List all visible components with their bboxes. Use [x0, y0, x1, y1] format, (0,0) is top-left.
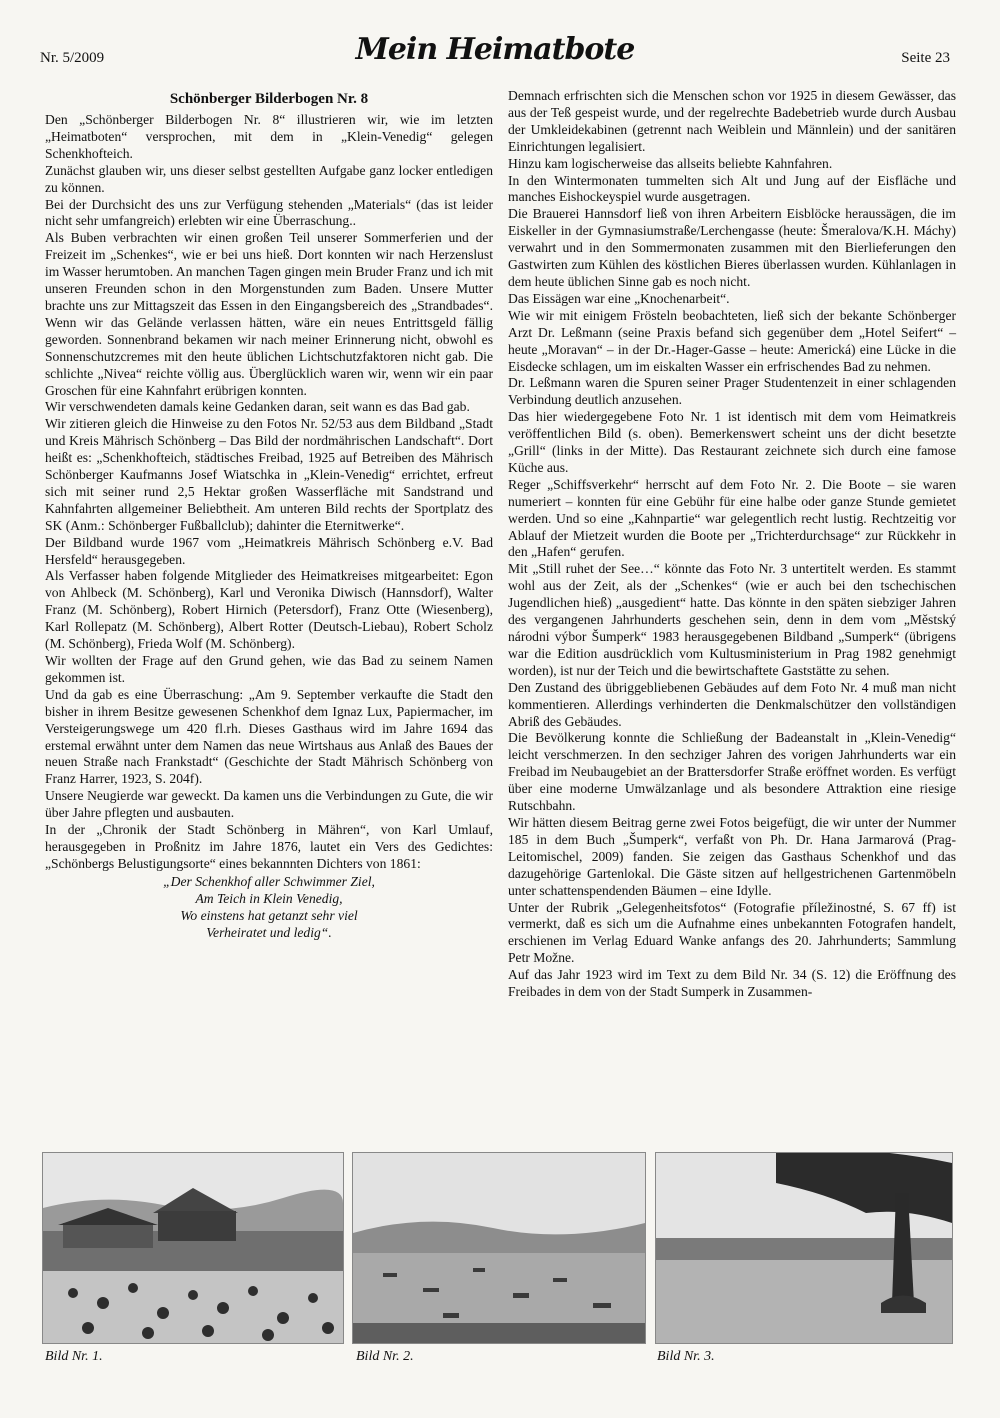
paragraph: Als Buben verbrachten wir einen großen Teil unserer Sommerferien und der Freizeit im „Schenkes“, wie er bei uns hieß. Dort konnten wir nach Herzenslust im Wasser herumtoben. An manchen Tagen gingen mein Bruder Franz und ich mit unseren Freunden schon in den Morgenstunden zum Baden. Unsere Mutter brachte uns zur Mittagszeit das Essen in den Eingangsbereich des „Strandbades“. Wenn wir das Gelände verlassen hätten, wäre ein neues Entrittsgeld fällig geworden. Sonnenbrand bekamen wir nach meiner Erinnerung nicht, obwohl es Sonnenschutzcremes mit den heute üblichen Lichtschutzfaktoren nicht gab. Die schlichte „Nivea“ reichte völlig aus. Überglücklich waren wir, wenn wir ein paar Groschen für eine Kahnfahrt erübrigen konnten. — [45, 230, 493, 398]
paragraph: Reger „Schiffsverkehr“ herrscht auf dem Foto Nr. 2. Die Boote – sie waren numeriert – konnten für eine Gebühr für eine halbe oder ganze Stunde gemietet werden. Und so eine „Kahnpartie“ war gelegentlich recht lustig. Rechtzeitig vor Ablauf der Mietzeit wurden die Boote per „Trichterdurchsage“ zur Rückkehr in den „Hafen“ gerufen. — [508, 476, 956, 560]
paragraph: Zunächst glauben wir, uns dieser selbst gestellten Aufgabe ganz locker entledigen zu können. — [45, 162, 493, 195]
photo-caption: Bild Nr. 3. — [657, 1349, 715, 1364]
left-column — [45, 88, 493, 941]
paragraph: Demnach erfrischten sich die Menschen schon vor 1925 in diesem Gewässer, das aus der Teß gespeist wurde, und der regelrechte Badebetrieb wurde durch Ausbau der Umkleidekabinen (getrennt nach Weiblein und Männlein) und der sanitären Einrichtungen legalisiert. — [508, 88, 956, 154]
paragraph: Wir hätten diesem Beitrag gerne zwei Fotos beigefügt, die wir unter der Nummer 185 in dem Buch „Šumperk“, verfaßt von Ph. Dr. Hana Jarmarová (Prag-Leitomischel, 2009) fanden. Sie zeigen das Gasthaus Schenkhof und das dazugehörige Gartenlokal. Die Gäste sitzen auf hellgestrichenen Gartenmöbeln unter schattenspendenden Bäumen – eine Idylle. — [508, 814, 956, 898]
poem-line: Wo einstens hat getanzt sehr viel — [180, 907, 358, 923]
paragraph: Hinzu kam logischerweise das allseits beliebte Kahnfahren. — [508, 155, 833, 171]
poem-line: Am Teich in Klein Venedig, — [195, 890, 343, 906]
poem-quote — [45, 874, 493, 942]
article-title: Schönberger Bilderbogen Nr. 8 — [169, 91, 369, 107]
paragraph: Als Verfasser haben folgende Mitglieder des Heimatkreises mitgearbeitet: Egon von Ahlbeck (M. Schönberg), Karl und Veronika Diwisch (Hannsdorf), Walter Franz (M. Schönberg), Robert Hirnich (Petersdorf), Franz Otte (Wiesenberg), Karl Rollepatz (M. Schönberg), Albert Rotter (Deutsch-Liebau), Robert Scholz (M. Schönberg), Frieda Wolf (M. Schönberg). — [45, 568, 493, 652]
paragraph: Das hier wiedergegebene Foto Nr. 1 ist identisch mit dem vom Heimatkreis veröffentlichen Bild (s. oben). Bemerkenswert scheint uns der dicht besetzte „Grill“ (links in der Mitte). Das Restaurant zeichnete sich durch eine famose Küche aus. — [508, 409, 956, 475]
paragraph: In den Wintermonaten tummelten sich Alt und Jung auf der Eisfläche und manches Eishockeyspiel wurde ausgetragen. — [508, 172, 956, 205]
paragraph: Den Zustand des übriggebliebenen Gebäudes auf dem Foto Nr. 4 muß man nicht kommentieren. Allerdings verhinderten die Denkmalschützer den vollständigen Abriß des Gebäudes. — [508, 679, 956, 729]
paragraph: Unsere Neugierde war geweckt. Da kamen uns die Verbindungen zu Gute, die wir über Jahre pflegten und ausbauten. — [45, 788, 493, 821]
paragraph: Wir wollten der Frage auf den Grund gehen, wie das Bad zu seinem Namen gekommen ist. — [45, 653, 493, 685]
paragraph: Die Bevölkerung konnte die Schließung der Badeanstalt in „Klein-Venedig“ leicht verschmerzen. In den sechziger Jahren des vorigen Jahrhunderts war ein Freibad im Neubaugebiet an der Brattersdorfer Straße eröffnet worden. Es verfügt über eine moderne Umwälzanlage und als besondere Attraktion eine riesige Rutschbahn. — [508, 730, 956, 814]
photo-caption: Bild Nr. 2. — [356, 1349, 414, 1364]
paragraph: Und da gab es eine Überraschung: „Am 9. September verkaufte die Stadt den bisher in ihrem Besitze gewesenen Schenkhof dem Ignaz Lux, Papiermacher, im Versteigerungswege um 420 fl.rh. Dieses Gasthaus wird im Jahre 1694 das erstemal erwähnt unter dem Namen das neue Wirtshaus aus Anlaß des Baues der neuen Straße nach Frankstadt“ (Geschichte der Stadt Mährisch Schönberg von Franz Harrer, 1923, S. 204f). — [45, 686, 493, 787]
paragraph: Der Bildband wurde 1967 vom „Heimatkreis Mährisch Schönberg e.V. Bad Hersfeld“ herausgegeben. — [45, 534, 493, 567]
issue-number: Nr. 5/2009 — [40, 50, 105, 66]
paragraph: Auf das Jahr 1923 wird im Text zu dem Bild Nr. 34 (S. 12) die Eröffnung des Freibades in dem von der Stadt Sumperk in Zusammen- — [508, 967, 956, 1000]
page-number: Seite 23 — [901, 50, 950, 66]
poem-line: Verheiratet und ledig“. — [206, 924, 332, 940]
paragraph: Dr. Leßmann waren die Spuren seiner Prager Studentenzeit in einer schlagenden Verbindung deutlich anzusehen. — [508, 375, 956, 408]
paragraph: Wir zitieren gleich die Hinweise zu den Fotos Nr. 52/53 aus dem Bildband „Stadt und Kreis Mährisch Schönberg – Das Bild der nordmährischen Landschaft“. Dort heißt es: „Schenkhofteich, städtisches Freibad, 1925 auf Betreiben des Mährisch Schönberger Kaufmanns Josef Wiatschka in „Klein-Venedig“ errichtet, erfreut sich mit seiner rund 2,5 Hektar großen Wasserfläche mit Sandstrand und Kahnfahrten allgemeiner Beliebtheit. Am unteren Bild rechts der Sportplatz des SK (Anm.: Schönberger Fußballclub); dahinter die Eternitwerke“. — [45, 416, 493, 533]
paragraph: Das Eissägen war eine „Knochenarbeit“. — [508, 290, 730, 306]
right-column — [508, 88, 956, 1001]
photo-still-lake — [655, 1152, 953, 1344]
masthead-logo: Mein Heimatbote — [355, 32, 635, 67]
photo-caption: Bild Nr. 1. — [45, 1349, 103, 1364]
photo-boating-lake — [352, 1152, 646, 1344]
paragraph: Wie wir mit einigem Frösteln beobachteten, ließ sich der bekante Schönberger Arzt Dr. Leßmann (seine Praxis befand sich gegenüber dem „Hotel Seifert“ – heute „Moravan“ – in der Dr.-Hager-Gasse – heute: Americká) eine Lücke in die Eisdecke schlagen, um im eiskalten Wasser ein erfrischendes Bad zu nehmen. — [508, 307, 956, 374]
paragraph: In der „Chronik der Stadt Schönberg in Mähren“, von Karl Umlauf, herausgegeben in Proßnitz im Jahre 1876, lautet ein Vers des Gedichtes: „Schönbergs Belustigungsorte“ eines bekannnten Dichters von 1861: — [45, 822, 493, 871]
paragraph: Unter der Rubrik „Gelegenheitsfotos“ (Fotografie příležinostné, S. 67 ff) ist vermerkt, daß es sich um die Aufnahme eines unbekannten Fotografen handelt, erschienen im Verlag Eduard Wanke anfangs des 20. Jahrhunderts; Sammlung Petr Možne. — [508, 899, 956, 966]
poem-line: „Der Schenkhof aller Schwimmer Ziel, — [163, 873, 375, 889]
paragraph: Wir verschwendeten damals keine Gedanken daran, seit wann es das Bad gab. — [45, 399, 470, 415]
paragraph: Die Brauerei Hannsdorf ließ von ihren Arbeitern Eisblöcke heraussägen, die im Eiskeller in der Gymnasiumstraße/Lerchengasse (heute: Šmeralova/K.H. Máchy) verwahrt und in den Sommermonaten zusammen mit den Bierlieferungen den Gastwirten zum Kühlen des köstlichen Bieres überlassen wurden. Kühlanlagen in dem heute üblichen Sinne gab es noch nicht. — [508, 206, 956, 289]
photo-bathing-beach — [42, 1152, 344, 1344]
page-header — [40, 30, 950, 70]
paragraph: Den „Schönberger Bilderbogen Nr. 8“ illustrieren wir, wie im letzten „Heimatboten“ versprochen, mit dem in „Klein-Venedig“ gelegen Schenkhofteich. — [45, 112, 493, 161]
paragraph: Bei der Durchsicht des uns zur Verfügung stehenden „Materials“ (das ist leider nicht sehr umfangreich) erlebten wir eine Überraschung.. — [45, 196, 493, 229]
paragraph: Mit „Still ruhet der See…“ könnte das Foto Nr. 3 untertitelt werden. Es stammt wohl aus der Zeit, als der „Schenkes“ (wie er auch bei den tschechischen Jugendlichen hieß) „ausgedient“ hatte. Das könnte in den späten siebziger Jahren des vergangenen Jahrhunderts geschehen sein, denn in dem vom „Městský národni výbor Šumperk“ 1983 herausgegebenen Bildband „Sumperk“ (übrigens war die Edition ausdrücklich vom Kultusministerium in Prag 1982 genehmigt worden), ist nur der Teich und die bewirtschaftete Gaststätte zu sehen. — [508, 561, 956, 678]
